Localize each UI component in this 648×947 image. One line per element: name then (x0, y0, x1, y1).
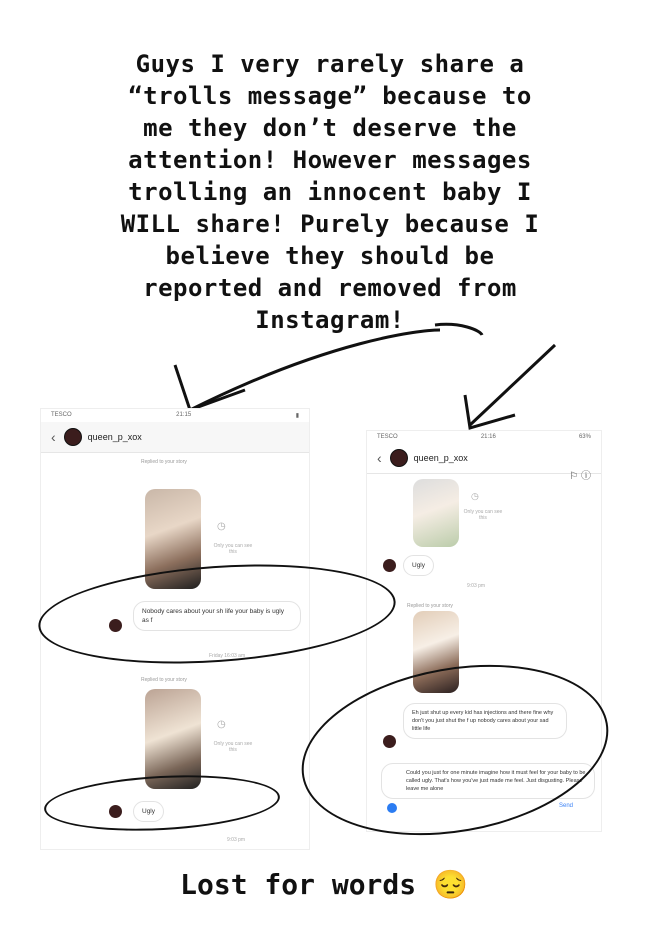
battery-label: 63% (578, 434, 591, 440)
back-icon[interactable]: ‹ (51, 429, 56, 445)
carrier-label: TESCO (377, 434, 398, 440)
caption-line: reported and removed from (143, 274, 517, 302)
caption-line: me they don’t deserve the (143, 114, 517, 142)
status-bar (41, 409, 309, 422)
message-bubble: Ugly (133, 801, 164, 822)
caption-line: Guys I very rarely share a (135, 50, 525, 78)
chat-header (41, 422, 309, 453)
caption-line: Instagram! (255, 306, 405, 334)
timestamp: 9:03 pm (467, 583, 486, 589)
bottom-caption-text: Lost for words (180, 868, 417, 901)
only-you-label: Only you can see this (213, 543, 253, 555)
caption-line: attention! However messages (128, 146, 532, 174)
pensive-face-icon: 😔 (433, 868, 468, 901)
bottom-caption (0, 868, 648, 901)
back-icon[interactable]: ‹ (377, 450, 382, 466)
arrow-right-icon (470, 345, 555, 425)
timestamp: 9:03 pm (227, 837, 246, 843)
carrier-label: TESCO (51, 412, 72, 418)
arrow-left-icon (190, 330, 440, 410)
flag-info-icon[interactable]: ⚐ ⓘ (569, 471, 591, 482)
story-caption (70, 48, 590, 336)
avatar[interactable] (64, 428, 82, 446)
caption-line: “trolls message” because to (128, 82, 532, 110)
time-label: 21:15 (176, 412, 192, 418)
reply-input[interactable]: Could you just for one minute imagine how it must feel for your baby to be called ugly. That's how you've just made me feel. Just disgusting. Please leave me alone (381, 763, 595, 799)
replied-label: Replied to your story (141, 677, 187, 683)
caption-line: trolling an innocent baby I (128, 178, 532, 206)
replied-label: Replied to your story (407, 603, 453, 609)
sender-avatar (383, 559, 396, 572)
battery-icon: ▮ (295, 413, 299, 419)
caption-line: believe they should be (165, 242, 495, 270)
clock-icon: ◷ (471, 491, 479, 501)
only-you-label: Only you can see this (213, 741, 253, 753)
timestamp: Friday 16:03 am (209, 653, 246, 659)
message-bubble: Nobody cares about your sh life your baby is ugly as f (133, 601, 301, 631)
replied-label: Replied to your story (141, 459, 187, 465)
message-bubble: Ugly (403, 555, 434, 576)
story-photo[interactable] (145, 689, 201, 789)
username[interactable]: queen_p_xox (87, 432, 142, 442)
story-photo[interactable] (413, 479, 459, 547)
clock-icon: ◷ (217, 719, 226, 730)
arrow-left-head-icon (175, 365, 245, 410)
clock-icon: ◷ (217, 521, 226, 532)
username[interactable]: queen_p_xox (413, 453, 468, 463)
send-button[interactable]: Send (559, 803, 574, 809)
chat-header (367, 443, 601, 474)
status-bar (367, 431, 601, 443)
caption-line: WILL share! Purely because I (120, 210, 540, 238)
only-you-label: Only you can see this (463, 509, 503, 521)
time-label: 21:16 (480, 434, 496, 440)
message-bubble: Eh just shut up every kid has injections and there fine why don't you just shut the f up nobody cares about your sad little life (403, 703, 567, 739)
arrow-right-head-icon (465, 395, 515, 428)
avatar[interactable] (390, 449, 408, 467)
